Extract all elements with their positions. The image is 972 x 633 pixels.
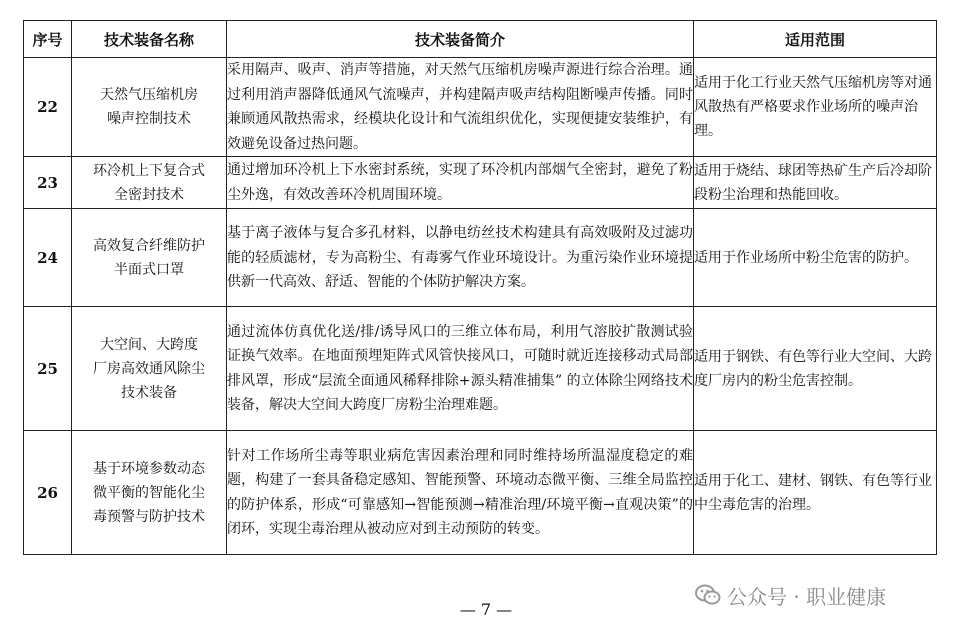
table-row: [24, 307, 937, 431]
row-scope: 适用于化工、建材、钢铁、有色等行业中尘毒危害的治理。: [694, 431, 937, 555]
row-name: [72, 58, 227, 157]
row-scope: 适用于作业场所中粉尘危害的防护。: [694, 209, 937, 307]
row-desc: 通过增加环冷机上下水密封系统，实现了环冷机内部烟气全密封，避免了粉尘外逸，有效改善环冷机周围环境。: [227, 157, 694, 209]
header-desc: 技术装备简介: [227, 21, 694, 58]
row-name-line: 环冷机上下复合式: [93, 162, 205, 179]
equipment-table: [23, 20, 937, 555]
row-desc: 针对工作场所尘毒等职业病危害因素治理和同时维持场所温湿度稳定的难题，构建了一套具备稳定感知、智能预警、环境动态微平衡、三维全局监控的防护体系，形成“可靠感知→智能预测→精准治理/环境平衡→直观决策”的闭环，实现尘毒治理从被动应对到主动预防的转变。: [227, 431, 694, 555]
row-scope: 适用于钢铁、有色等行业大空间、大跨度厂房内的粉尘危害控制。: [694, 307, 937, 431]
row-name-line: 毒预警与防护技术: [93, 508, 205, 525]
table-row: [24, 431, 937, 555]
row-name-line: 微平衡的智能化尘: [93, 484, 205, 501]
table-row: [24, 209, 937, 307]
row-name-line: 高效复合纤维防护: [93, 237, 205, 254]
row-name: [72, 307, 227, 431]
row-name: [72, 209, 227, 307]
row-name-line: 基于环境参数动态: [93, 460, 205, 477]
row-name-line: 噪声控制技术: [107, 111, 191, 128]
header-scope: 适用范围: [694, 21, 937, 58]
row-num: 22: [24, 58, 72, 157]
row-name: [72, 157, 227, 209]
row-desc: 基于离子液体与复合多孔材料，以静电纺丝技术构建具有高效吸附及过滤功能的轻质滤材，专为高粉尘、有毒雾气作业环境设计。为重污染作业环境提供新一代高效、舒适、智能的个体防护解决方案。: [227, 209, 694, 307]
row-desc: 通过流体仿真优化送/排/诱导风口的三维立体布局，利用气溶胶扩散测试验证换气效率。在地面预埋矩阵式风管快接风口，可随时就近连接移动式局部排风罩，形成“层流全面通风稀释排除+源头精准捕集” 的立体除尘网络技术装备，解决大空间大跨度厂房粉尘治理难题。: [227, 307, 694, 431]
row-scope: 适用于化工行业天然气压缩机房等对通风散热有严格要求作业场所的噪声治理。: [694, 58, 937, 157]
row-scope: 适用于烧结、球团等热矿生产后冷却阶段粉尘治理和热能回收。: [694, 157, 937, 209]
header-name: 技术装备名称: [72, 21, 227, 58]
row-name-line: 技术装备: [121, 384, 177, 401]
row-name-line: 大空间、大跨度: [100, 336, 198, 353]
watermark-text: 公众号 · 职业健康: [727, 584, 887, 609]
row-num: 23: [24, 157, 72, 209]
row-num: 24: [24, 209, 72, 307]
row-num: 25: [24, 307, 72, 431]
page-number: — 7 —: [459, 600, 513, 619]
row-desc: 采用隔声、吸声、消声等措施，对天然气压缩机房噪声源进行综合治理。通过利用消声器降低通风气流噪声，并构建隔声吸声结构阻断噪声传播。同时兼顾通风散热需求，经模块化设计和气流组织优化，实现便捷安装维护，有效避免设备过热问题。: [227, 58, 694, 157]
row-name-line: 全密封技术: [114, 186, 184, 203]
row-name-line: 厂房高效通风除尘: [93, 360, 205, 377]
table-header-row: [24, 21, 937, 58]
row-name-line: 天然气压缩机房: [100, 87, 198, 104]
row-num: 26: [24, 431, 72, 555]
table-row: [24, 58, 937, 157]
table-row: [24, 157, 937, 209]
row-name-line: 半面式口罩: [114, 261, 184, 278]
row-name: [72, 431, 227, 555]
header-num: 序号: [24, 21, 72, 58]
